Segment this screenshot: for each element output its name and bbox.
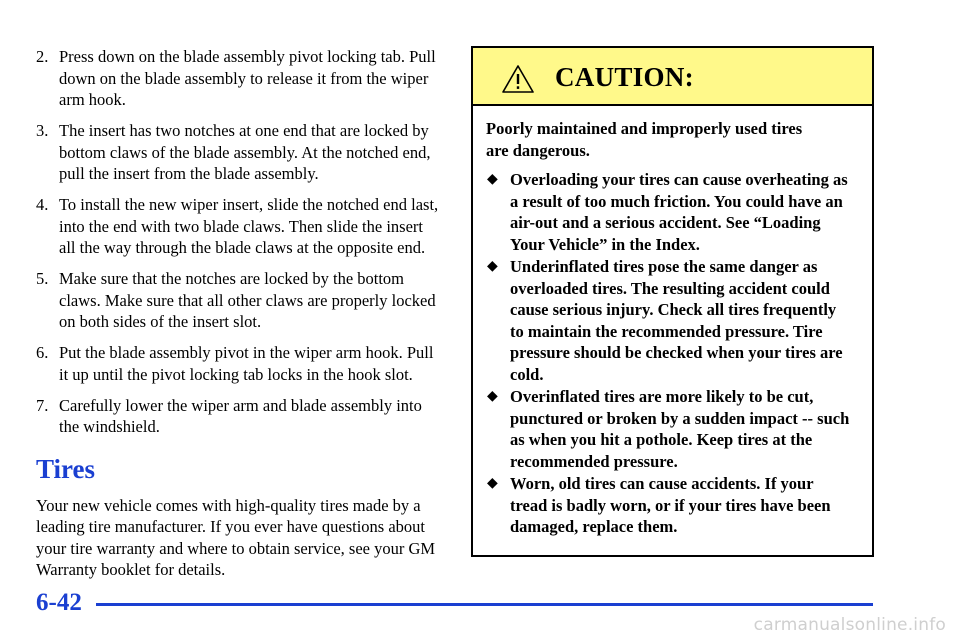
step-item bbox=[36, 268, 440, 333]
warning-text: Overinflated tires are more likely to be cut, punctured or broken by a sudden impact -- such as when you hit a pothole. Keep tires at the recommended pressure. bbox=[510, 387, 850, 471]
bullet-icon: ◆ bbox=[487, 389, 498, 404]
step-item bbox=[36, 120, 440, 185]
instruction-steps bbox=[36, 46, 440, 438]
warning-item bbox=[486, 169, 852, 255]
warning-triangle-icon bbox=[501, 64, 535, 94]
section-body: Your new vehicle comes with high-quality tires made by a leading tire manufacturer. If you ever have questions about your tire warranty and where to obtain service, see your GM Warranty booklet for details. bbox=[36, 495, 436, 579]
step-text: The insert has two notches at one end that are locked by bottom claws of the blade assembly. At the notched end, pull the insert from the blade assembly. bbox=[59, 121, 431, 183]
watermark: carmanualsonline.info bbox=[753, 615, 946, 635]
step-number: 2. bbox=[36, 47, 49, 66]
warning-list bbox=[486, 169, 852, 538]
footer-rule bbox=[96, 603, 873, 606]
step-item bbox=[36, 395, 440, 438]
step-number: 3. bbox=[36, 121, 49, 140]
step-text: Put the blade assembly pivot in the wiper arm hook. Pull it up until the pivot locking tab locks in the hook slot. bbox=[59, 343, 434, 384]
warning-item bbox=[486, 386, 852, 472]
step-item bbox=[36, 342, 440, 385]
warning-item bbox=[486, 473, 852, 538]
step-number: 5. bbox=[36, 269, 49, 288]
warning-text: Worn, old tires can cause accidents. If your tread is badly worn, or if your tires have been damaged, replace them. bbox=[510, 474, 831, 536]
step-number: 7. bbox=[36, 395, 49, 415]
left-column bbox=[36, 46, 440, 581]
caution-intro: Poorly maintained and improperly used tires are dangerous. bbox=[486, 119, 803, 160]
step-text: Carefully lower the wiper arm and blade assembly into the windshield. bbox=[59, 395, 422, 436]
caution-box bbox=[471, 46, 874, 557]
bullet-icon: ◆ bbox=[487, 476, 498, 491]
caution-header bbox=[473, 48, 872, 106]
bullet-icon: ◆ bbox=[487, 259, 498, 274]
step-text: Make sure that the notches are locked by the bottom claws. Make sure that all other claws are properly locked on both sides of the insert slot. bbox=[59, 269, 436, 331]
step-text: To install the new wiper insert, slide the notched end last, into the end with two blade claws. Then slide the insert all the way through the blade claws at the opposite end. bbox=[59, 195, 439, 257]
step-item bbox=[36, 46, 440, 111]
warning-text: Underinflated tires pose the same danger as overloaded tires. The resulting accident could cause serious injury. Check all tires frequently to maintain the recommended pressure. Tire pressure should be checked when your tires are cold. bbox=[510, 257, 843, 384]
step-item bbox=[36, 194, 440, 259]
warning-item bbox=[486, 256, 852, 385]
caution-title: CAUTION: bbox=[555, 62, 694, 92]
step-text: Press down on the blade assembly pivot locking tab. Pull down on the blade assembly to release it from the wiper arm hook. bbox=[59, 47, 436, 109]
bullet-icon: ◆ bbox=[487, 172, 498, 187]
step-number: 4. bbox=[36, 195, 49, 214]
caution-body bbox=[473, 106, 872, 538]
step-number: 6. bbox=[36, 343, 49, 362]
warning-text: Overloading your tires can cause overheating as a result of too much friction. You could have an air-out and a serious accident. See “Loading Your Vehicle” in the Index. bbox=[510, 170, 848, 254]
page-number: 6-42 bbox=[36, 589, 82, 616]
section-title: Tires bbox=[36, 453, 96, 484]
